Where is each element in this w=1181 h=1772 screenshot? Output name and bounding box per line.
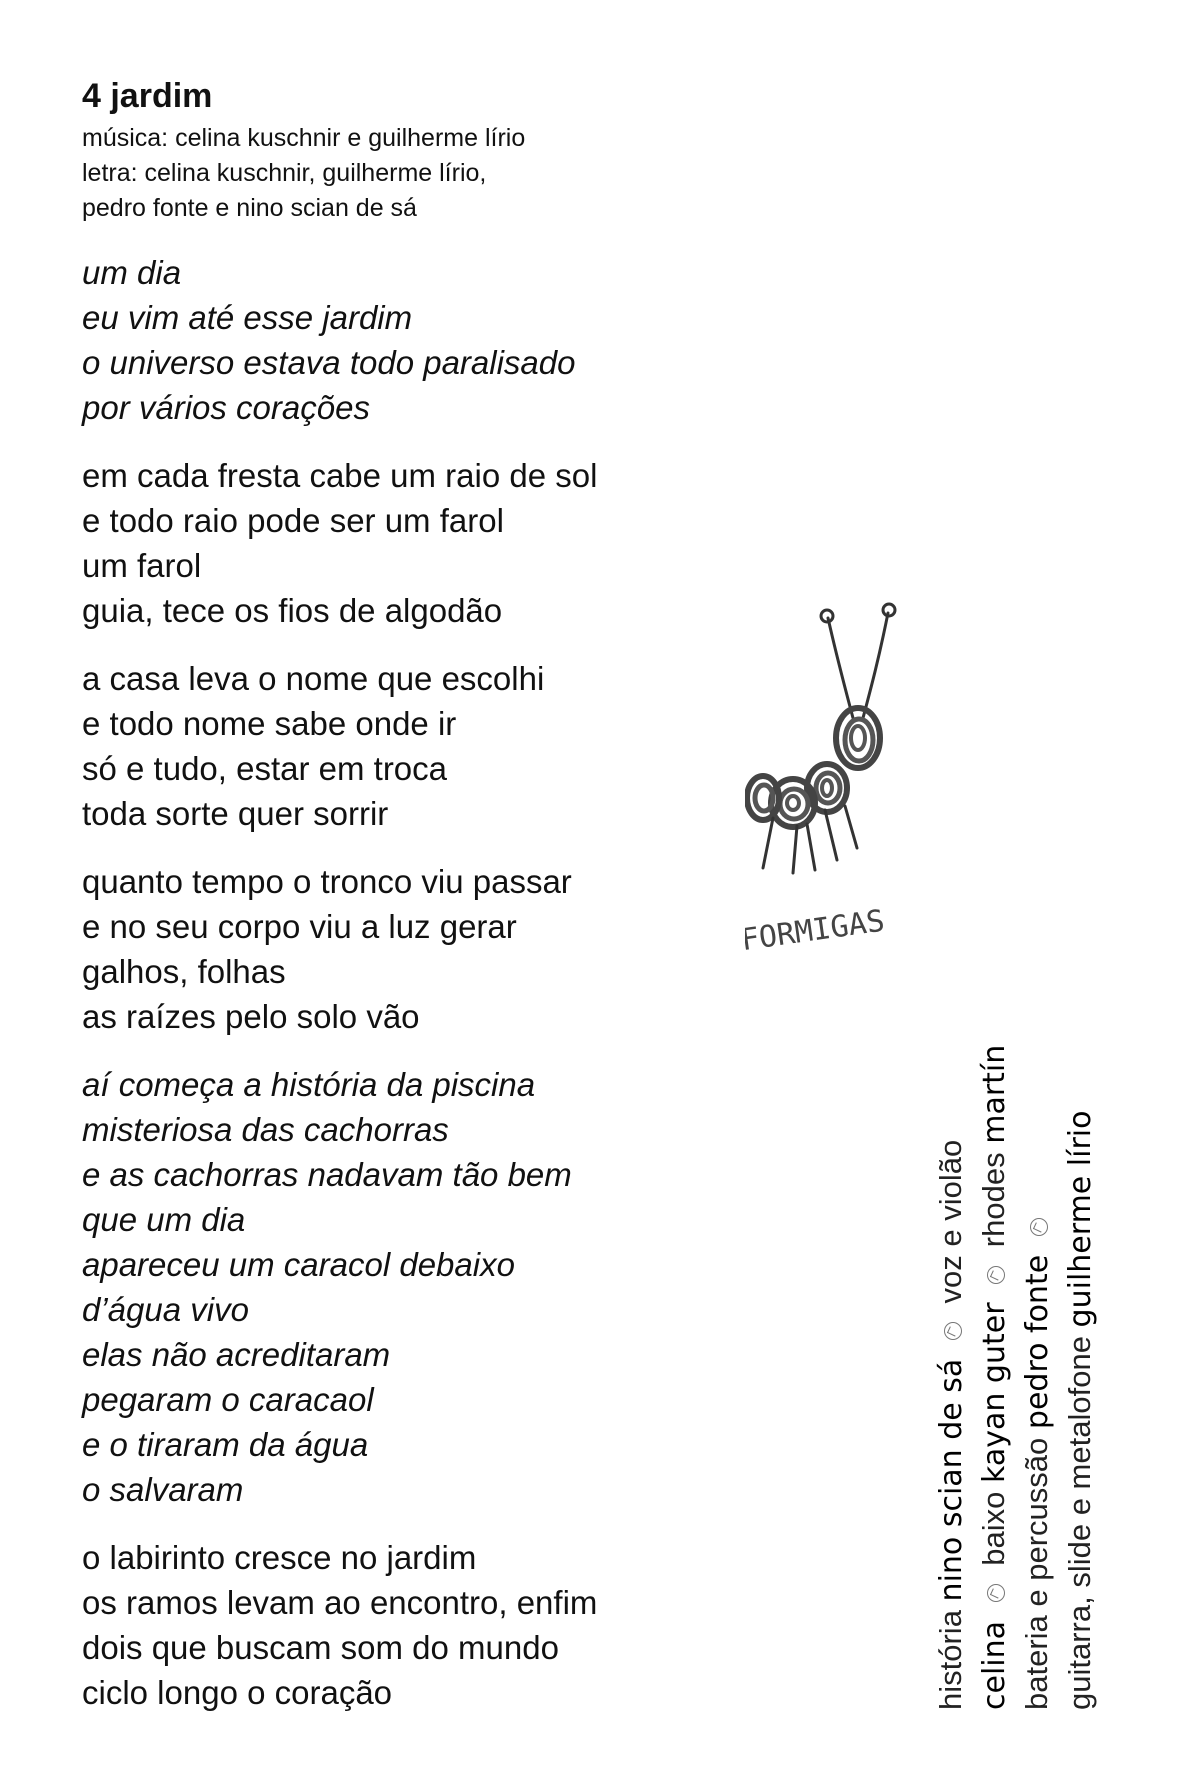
musician-name: martín xyxy=(977,1044,1012,1144)
stanza xyxy=(82,1535,702,1715)
lyric-line: um dia xyxy=(82,254,182,291)
page-title: 4 jardim xyxy=(82,77,213,115)
musician-role: bateria e percussão xyxy=(1019,1437,1054,1710)
lyric-line: toda sorte quer sorrir xyxy=(82,795,389,832)
lyric-line: dois que buscam som do mundo xyxy=(82,1629,559,1666)
lyric-line: ciclo longo o coração xyxy=(82,1674,393,1711)
lyric-line: e as cachorras nadavam tão bem xyxy=(82,1156,572,1193)
stanza xyxy=(82,656,702,836)
musician-name: guilherme lírio xyxy=(1063,1110,1098,1328)
lyric-line: e todo nome sabe onde ir xyxy=(82,705,457,742)
lyric-line: o labirinto cresce no jardim xyxy=(82,1539,477,1576)
lyric-line: eu vim até esse jardim xyxy=(82,299,413,336)
stanza xyxy=(82,453,702,633)
stanza xyxy=(82,250,702,430)
musician-row xyxy=(973,1044,1016,1710)
musician-role: história xyxy=(933,1610,968,1710)
credit-line: música: celina kuschnir e guilherme lírio xyxy=(82,124,526,152)
musician-role: baixo xyxy=(976,1491,1011,1566)
lyric-line: e no seu corpo viu a luz gerar xyxy=(82,908,517,945)
musician-role: rhodes xyxy=(976,1152,1011,1248)
lyric-line: os ramos levam ao encontro, enfim xyxy=(82,1584,598,1621)
lyric-line: apareceu um caracol debaixo xyxy=(82,1246,515,1283)
musician-role: voz e violão xyxy=(933,1139,968,1304)
lyric-line: em cada fresta cabe um raio de sol xyxy=(82,457,598,494)
musician-role: guitarra, slide e metalofone xyxy=(1062,1336,1097,1710)
ant-drawing xyxy=(745,578,995,958)
musician-name: nino scian de sá xyxy=(934,1358,969,1602)
lyric-line: misteriosa das cachorras xyxy=(82,1111,449,1148)
ant-drawing-icon xyxy=(745,578,995,958)
stanza xyxy=(82,1062,702,1512)
musician-name: pedro fonte xyxy=(1020,1254,1055,1430)
separator-icon xyxy=(987,1266,1005,1284)
separator-icon xyxy=(987,1584,1005,1602)
credit-line: pedro fonte e nino scian de sá xyxy=(82,194,417,222)
credit-line: letra: celina kuschnir, guilherme lírio, xyxy=(82,159,487,187)
musician-row xyxy=(930,1070,973,1710)
lyric-line: galhos, folhas xyxy=(82,953,286,990)
lyric-line: a casa leva o nome que escolhi xyxy=(82,660,545,697)
separator-icon xyxy=(1030,1218,1048,1236)
lyrics xyxy=(82,250,702,1738)
lyric-line: só e tudo, estar em troca xyxy=(82,750,448,787)
drawing-caption: FORMIGAS xyxy=(745,903,887,958)
musician-credits xyxy=(930,1044,1102,1710)
lyric-line: d’água vivo xyxy=(82,1291,249,1328)
lyric-line: elas não acreditaram xyxy=(82,1336,391,1373)
lyric-line: o salvaram xyxy=(82,1471,244,1508)
lyric-line: quanto tempo o tronco viu passar xyxy=(82,863,572,900)
musician-name: celina xyxy=(977,1620,1012,1710)
musician-row xyxy=(1059,1070,1102,1710)
lyric-line: as raízes pelo solo vão xyxy=(82,998,420,1035)
lyric-line: pegaram o caracaol xyxy=(82,1381,374,1418)
separator-icon xyxy=(944,1322,962,1340)
lyric-line: que um dia xyxy=(82,1201,246,1238)
song-credits xyxy=(82,121,525,226)
lyric-line: o universo estava todo paralisado xyxy=(82,344,576,381)
lyric-line: e todo raio pode ser um farol xyxy=(82,502,504,539)
lyric-line: por vários corações xyxy=(82,389,370,426)
lyric-line: um farol xyxy=(82,547,202,584)
musician-name: kayan guter xyxy=(977,1302,1012,1483)
lyric-line: aí começa a história da piscina xyxy=(82,1066,536,1103)
stanza xyxy=(82,859,702,1039)
lyric-line: guia, tece os fios de algodão xyxy=(82,592,503,629)
musician-row xyxy=(1016,1070,1059,1710)
lyric-line: e o tiraram da água xyxy=(82,1426,369,1463)
